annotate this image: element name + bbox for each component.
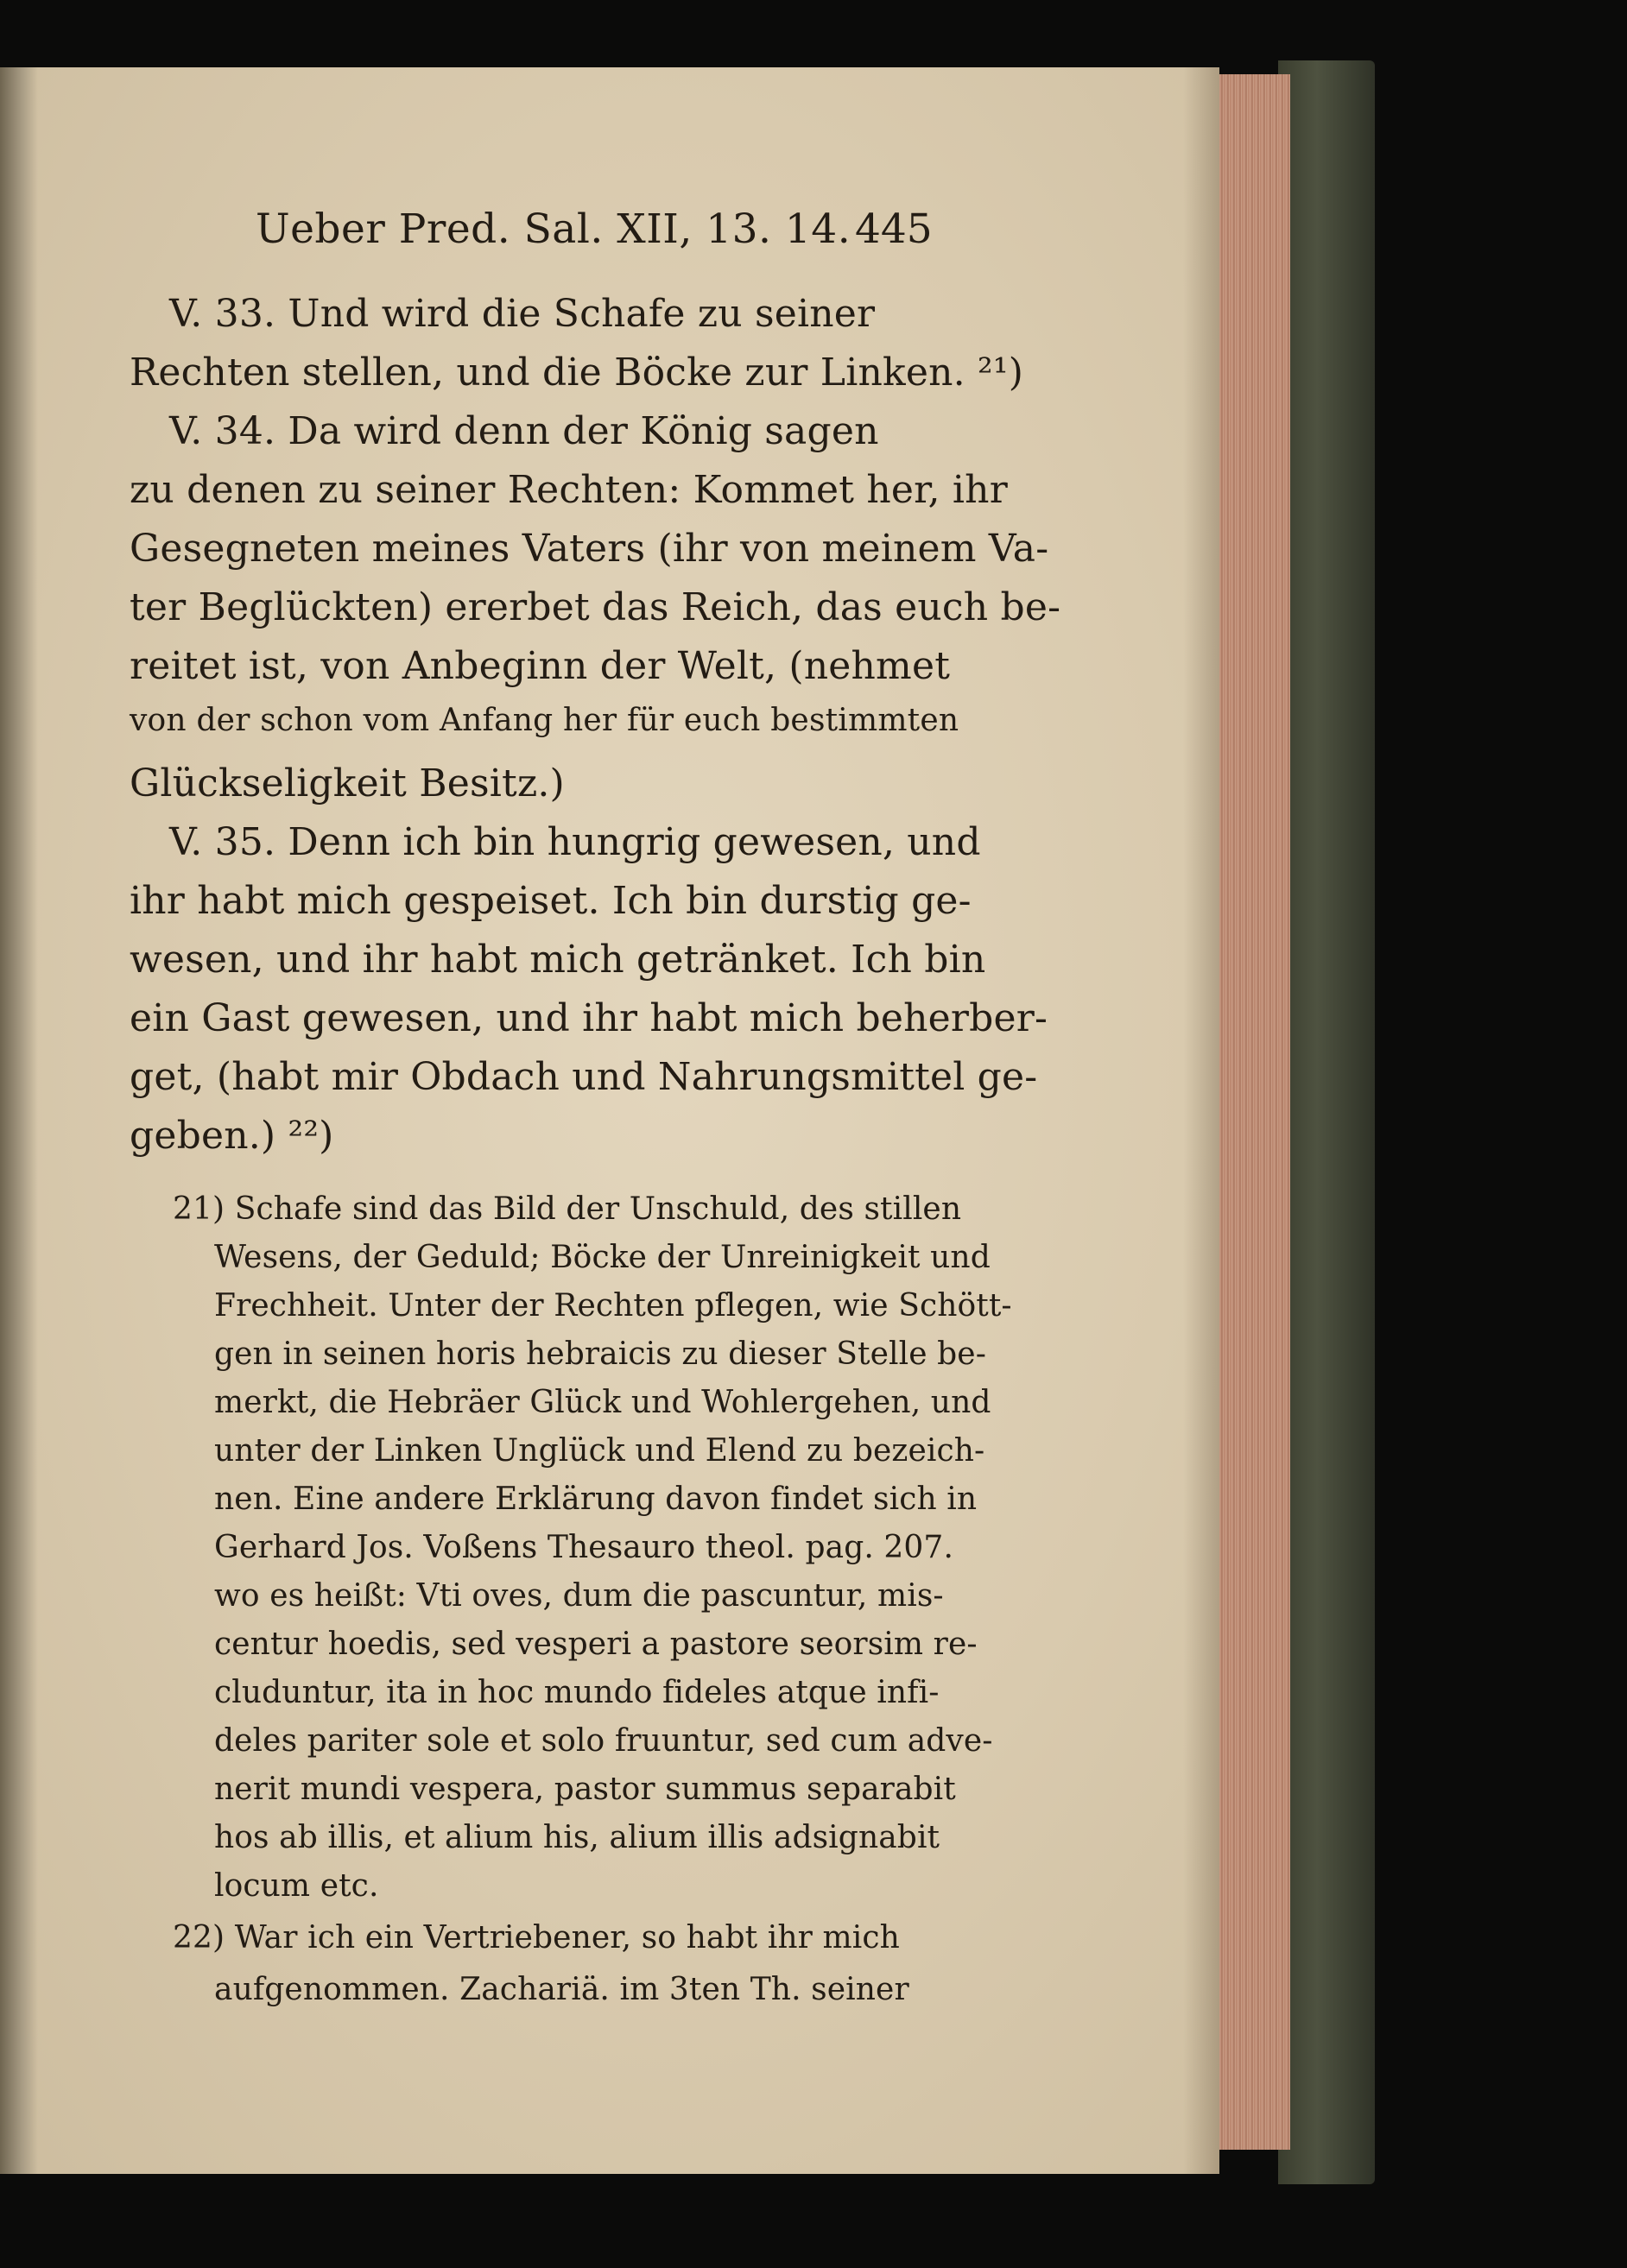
page-edge-shadow (1183, 67, 1219, 2174)
footnote-line: centur hoedis, sed vesperi a pastore seorsim re- (214, 1627, 978, 1662)
footnote-line: 22) War ich ein Vertriebener, so habt ihr mich (173, 1920, 900, 1955)
footnote-line: gen in seinen horis hebraicis zu dieser Stelle be- (214, 1336, 986, 1372)
page-edges (1216, 74, 1290, 2150)
text-line: ter Beglückten) ererbet das Reich, das euch be- (130, 585, 1061, 629)
text-line: Glückseligkeit Besitz.) (130, 761, 565, 805)
text-line: V. 33. Und wird die Schafe zu seiner (169, 292, 876, 336)
text-line: von der schon vom Anfang her für euch bestimmten (130, 703, 959, 738)
text-line: ihr habt mich gespeiset. Ich bin durstig ge- (130, 879, 972, 923)
text-line: Rechten stellen, und die Böcke zur Linken. ²¹) (130, 351, 1024, 395)
footnote-line: nerit mundi vespera, pastor summus separabit (214, 1772, 956, 1807)
footnote-line: locum etc. (214, 1868, 379, 1904)
text-line: Gesegneten meines Vaters (ihr von meinem Va- (130, 527, 1049, 571)
text-line: geben.) ²²) (130, 1114, 334, 1158)
footnote-line: Frechheit. Unter der Rechten pflegen, wie Schött- (214, 1288, 1012, 1324)
text-line: reitet ist, von Anbeginn der Welt, (nehmet (130, 644, 951, 688)
footnote-line: deles pariter sole et solo fruuntur, sed cum adve- (214, 1723, 993, 1759)
footnote-line: 21) Schafe sind das Bild der Unschuld, des stillen (173, 1191, 962, 1227)
text-line: ein Gast gewesen, und ihr habt mich beherber- (130, 996, 1048, 1040)
footnote-line: wo es heißt: Vti oves, dum die pascuntur, mis- (214, 1578, 944, 1614)
text-line: get, (habt mir Obdach und Nahrungsmittel ge- (130, 1055, 1038, 1099)
page-number: 445 (855, 205, 933, 253)
footnote-line: unter der Linken Unglück und Elend zu bezeich- (214, 1433, 985, 1469)
footnote-line: Gerhard Jos. Voßens Thesauro theol. pag. 207. (214, 1530, 953, 1565)
footnote-line: cluduntur, ita in hoc mundo fideles atque infi- (214, 1675, 940, 1710)
footnote-line: merkt, die Hebräer Glück und Wohlergehen, und (214, 1385, 991, 1420)
footnote-line: hos ab illis, et alium his, alium illis adsignabit (214, 1820, 940, 1855)
text-line: V. 34. Da wird denn der König sagen (169, 409, 879, 453)
footnote-line: nen. Eine andere Erklärung davon findet sich in (214, 1481, 978, 1517)
footnote-line: aufgenommen. Zachariä. im 3ten Th. seiner (214, 1972, 909, 2007)
text-line: V. 35. Denn ich bin hungrig gewesen, und (169, 820, 981, 864)
text-line: zu denen zu seiner Rechten: Kommet her, ihr (130, 468, 1008, 512)
text-line: wesen, und ihr habt mich getränket. Ich bin (130, 938, 986, 982)
page-gutter (0, 67, 38, 2174)
running-title: Ueber Pred. Sal. XII, 13. 14. (256, 205, 851, 253)
book-cover-edge (1278, 60, 1375, 2184)
footnote-line: Wesens, der Geduld; Böcke der Unreinigkeit und (214, 1240, 991, 1275)
